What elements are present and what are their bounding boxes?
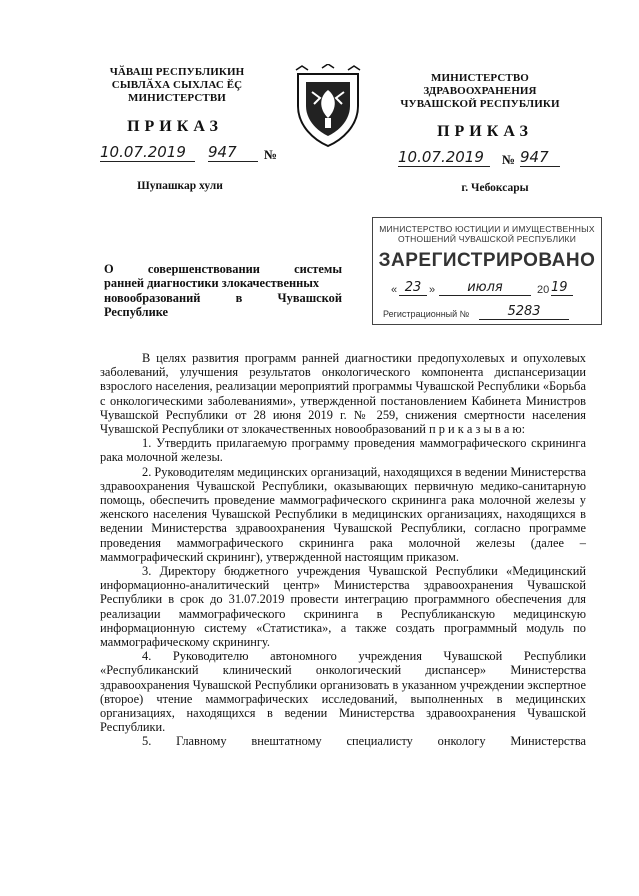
left-header (92, 66, 262, 105)
stamp-line2: ОТНОШЕНИЙ ЧУВАШСКОЙ РЕСПУБЛИКИ (397, 234, 577, 244)
paragraph-5: 5. Главному внештатному специалисту онкологу Министерства (142, 734, 586, 749)
left-date-number-line (100, 143, 300, 165)
paragraph-1: 1. Утвердить прилагаемую программу проведения маммографического скрининга рака молочной железы. (100, 436, 586, 465)
paragraph-3: 3. Директору бюджетного учреждения Чувашской Республики «Медицинский информационно-аналитический центр» Министерства здравоохранения Чувашской Республики в срок до 31.07.2019 провести интеграцию программного обеспечения для реализации маммографического скрининга в Республиканскую медицинскую информационную систему «Статистика», а также создать программный модуль по маммографическому скринингу. (100, 564, 586, 650)
title-line1: О совершенствовании системы (104, 262, 342, 276)
left-num-sign: № (264, 147, 278, 162)
right-date: 10.07.2019 (398, 148, 490, 167)
stamp-reg-line (383, 304, 593, 322)
right-header-line1: МИНИСТЕРСТВО (431, 72, 529, 84)
stamp-month: июля (439, 280, 531, 296)
left-number: 947 (208, 143, 258, 162)
stamp-registered: ЗАРЕГИСТРИРОВАНО (378, 250, 596, 271)
right-header-line2: ЗДРАВООХРАНЕНИЯ (423, 85, 537, 97)
left-date: 10.07.2019 (100, 143, 195, 162)
order-title (104, 262, 342, 320)
stamp-day: 23 (399, 280, 427, 296)
title-line3: новообразований в Чувашской (104, 290, 342, 305)
left-header-line3: МИНИСТЕРСТВИ (128, 92, 226, 104)
registration-stamp (372, 217, 602, 325)
coat-of-arms-icon (292, 64, 364, 148)
order-body (100, 351, 586, 749)
stamp-year-prefix: 20 (537, 284, 550, 296)
stamp-date-line: « 23 » июля 20 19 (391, 280, 591, 300)
title-line4: Республике (104, 305, 169, 320)
emblem (292, 64, 364, 148)
right-num-sign: № (502, 152, 516, 167)
stamp-line1: МИНИСТЕРСТВО ЮСТИЦИИ И ИМУЩЕСТВЕННЫХ (379, 224, 595, 234)
stamp-reg-number: 5283 (479, 304, 569, 320)
paragraph-4: 4. Руководителю автономного учреждения Чувашской Республики «Республиканский клинический онкологический диспансер» Министерства здравоохранения Чувашской Республики организовать в указанном учреждении экспертное (второе) чтение маммографических исследований, выполненных в медицинских организациях, находящихся в ведении Министерства здравоохранения Чувашской Республики. (100, 649, 586, 735)
left-header-line1: ЧӐВАШ РЕСПУБЛИКИН (109, 66, 245, 78)
right-doc-type: ПРИКАЗ (437, 123, 533, 140)
stamp-year-suffix: 19 (551, 280, 573, 296)
right-date-number-line (398, 148, 588, 170)
paragraph-preamble: В целях развития программ ранней диагностики предопухолевых и опухолевых заболеваний, улучшения результатов онкологического компонента диспансеризации взрослого населения, реализации мероприятий программы Чувашской Республики «Борьба с онкологическими заболеваниями», утвержденной постановлением Кабинета Министров Чувашской Республики от 28 июня 2019 г. № 259, снижения смертности населения Чувашской Республики от злокачественных новообразований п р и к а з ы в а ю: (100, 351, 586, 437)
right-place: г. Чебоксары (461, 182, 529, 194)
left-doc-type: ПРИКАЗ (127, 118, 223, 135)
right-header (400, 72, 560, 111)
right-header-line3: ЧУВАШСКОЙ РЕСПУБЛИКИ (400, 98, 560, 110)
title-line2: ранней диагностики злокачественных (104, 276, 320, 291)
stamp-reg-label: Регистрационный № (383, 309, 470, 319)
left-place: Шупашкар хули (137, 180, 223, 192)
paragraph-2: 2. Руководителям медицинских организаций, находящихся в ведении Министерства здравоохранения Чувашской Республики, оказывающих первичную медико-санитарную помощь, обеспечить проведение маммографического скрининга рака молочной железы у женского населения Чувашской Республики в медицинских организациях, находящихся в ведении Министерства здравоохранения Чувашской Республики, согласно программе проведения маммографического скрининга рака молочной железы (далее – маммографический скрининг), утвержденной настоящим приказом. (100, 464, 586, 564)
right-number: 947 (520, 148, 560, 167)
left-header-line2: СЫВЛӐХА СЫХЛАС ӖҪ (111, 79, 243, 91)
